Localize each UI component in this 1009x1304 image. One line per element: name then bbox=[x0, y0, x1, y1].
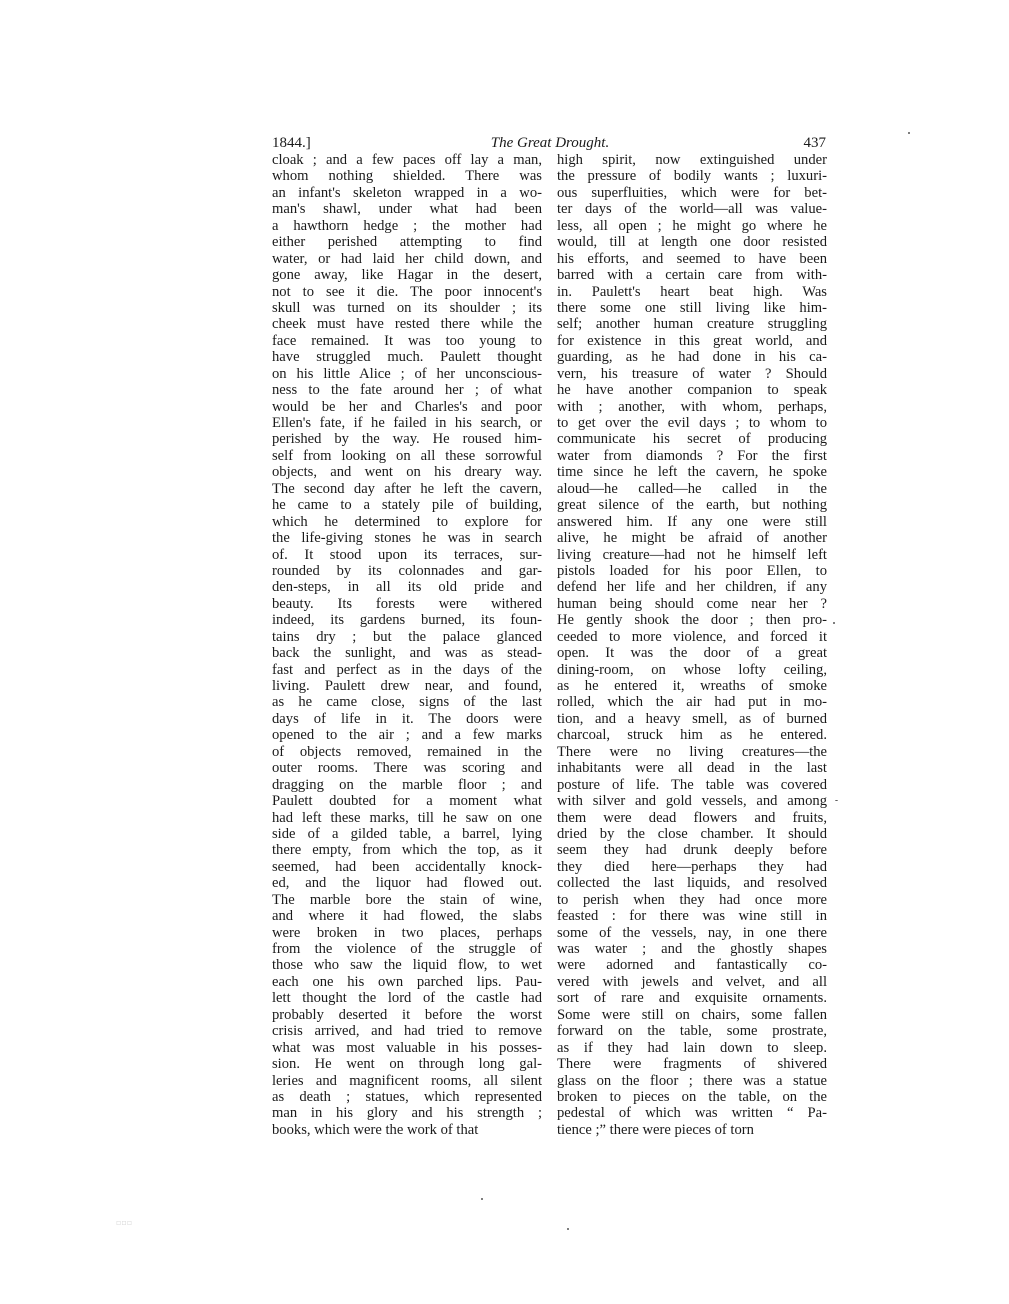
right-column-line: were adorned and fantastically co- bbox=[557, 957, 827, 974]
right-column-line: pistols loaded for his poor Ellen, to bbox=[557, 562, 827, 579]
right-column-line: them were dead flowers and fruits, bbox=[557, 809, 827, 826]
right-column-line: forward on the table, some prostrate, bbox=[557, 1023, 827, 1040]
left-column-line: there empty, from which the top, as it bbox=[272, 842, 542, 859]
right-column-line: to perish when they had once more bbox=[557, 891, 827, 908]
left-column-line: cloak ; and a few paces off lay a man, bbox=[272, 152, 542, 168]
left-column-line: probably deserted it before the worst bbox=[272, 1006, 542, 1023]
left-column-line: he came to a stately pile of building, bbox=[272, 497, 542, 514]
ink-speck bbox=[833, 622, 835, 624]
ink-speck bbox=[481, 1198, 483, 1200]
right-column-line: as he entered it, wreaths of smoke bbox=[557, 678, 827, 694]
right-column-line: self; another human creature struggling bbox=[557, 316, 827, 333]
left-column-line: back the sunlight, and was as stead- bbox=[272, 645, 542, 662]
left-column-line: self from looking on all these sorrowful bbox=[272, 447, 542, 464]
left-column-line: ness to the fate around her ; of what bbox=[272, 382, 542, 399]
right-column-line: ceeded to more violence, and forced it bbox=[557, 628, 827, 645]
right-column-line: broken to pieces on the table, on the bbox=[557, 1088, 827, 1105]
left-column-line: and where it had flowed, the slabs bbox=[272, 908, 542, 925]
right-column-line: defend her life and her children, if any bbox=[557, 579, 827, 596]
left-column-line: whom nothing shielded. There was bbox=[272, 168, 542, 185]
left-column-line: leries and magnificent rooms, all silent bbox=[272, 1072, 542, 1089]
right-column-line: seem they had drunk deeply before bbox=[557, 842, 827, 859]
left-column-line: those who saw the liquid flow, to wet bbox=[272, 957, 542, 974]
left-column-line: living. Paulett drew near, and found, bbox=[272, 678, 542, 694]
right-column-line: to get over the evil days ; to whom to bbox=[557, 415, 827, 431]
right-column-line: dried by the close chamber. It should bbox=[557, 825, 827, 842]
left-column-line: ed, and the liquor had flowed out. bbox=[272, 875, 542, 892]
left-column-line: cheek must have rested there while the bbox=[272, 316, 542, 333]
right-column-line: ous superfluities, which were for bet- bbox=[557, 184, 827, 201]
right-column-line: There were fragments of shivered bbox=[557, 1056, 827, 1073]
left-column-line: as he came close, signs of the last bbox=[272, 694, 542, 711]
right-column-line: open. It was the door of a great bbox=[557, 645, 827, 662]
left-column-line: as death ; statues, which represented bbox=[272, 1088, 542, 1105]
faint-mark: ▫▫▫ bbox=[116, 1218, 133, 1227]
left-column-line: The second day after he left the cavern, bbox=[272, 480, 542, 497]
left-column-line: water, or had laid her child down, and bbox=[272, 250, 542, 267]
left-column-line: fast and perfect as in the days of the bbox=[272, 661, 542, 678]
left-column-line: tains dry ; but the palace glanced bbox=[272, 628, 542, 645]
right-column-line: human being should come near her ? bbox=[557, 595, 827, 612]
left-column-line: The marble bore the stain of wine, bbox=[272, 891, 542, 908]
left-column-line: either perished attempting to find bbox=[272, 234, 542, 251]
right-column-line: ter days of the world—all was value- bbox=[557, 201, 827, 218]
right-column-line: barred with a certain care from with- bbox=[557, 267, 827, 284]
left-column-line: gone away, like Hagar in the desert, bbox=[272, 267, 542, 284]
right-column-line: time since he left the cavern, he spoke bbox=[557, 464, 827, 481]
left-column-line: from the violence of the struggle of bbox=[272, 941, 542, 957]
right-column-line: there some one still living like him- bbox=[557, 299, 827, 316]
left-column-line: a hawthorn hedge ; the mother had bbox=[272, 217, 542, 234]
right-column-line: aloud—he called—he called in the bbox=[557, 480, 827, 497]
right-column-line: rolled, which the air had put in mo- bbox=[557, 694, 827, 711]
right-column-line: would, till at length one door resisted bbox=[557, 234, 827, 251]
left-column-line: side of a gilded table, a barrel, lying bbox=[272, 825, 542, 842]
left-column-line: lett thought the lord of the castle had bbox=[272, 990, 542, 1007]
right-column-line: his efforts, and seemed to have been bbox=[557, 250, 827, 267]
right-column-line: was water ; and the ghostly shapes bbox=[557, 941, 827, 957]
left-column-line: rounded by its colonnades and gar- bbox=[272, 562, 542, 579]
right-column-line: less, all open ; he might go where he bbox=[557, 217, 827, 234]
left-column-line: not to see it die. The poor innocent's bbox=[272, 283, 542, 300]
left-column-line: outer rooms. There was scoring and bbox=[272, 760, 542, 777]
left-column bbox=[272, 152, 542, 1138]
left-column-line: crisis arrived, and had tried to remove bbox=[272, 1023, 542, 1040]
right-column-line: charcoal, struck him as he entered. bbox=[557, 727, 827, 744]
page-number: 437 bbox=[803, 135, 826, 151]
left-column-line: Paulett doubted for a moment what bbox=[272, 793, 542, 810]
left-column-line: had left these marks, till he saw on one bbox=[272, 809, 542, 826]
right-column-line: with ; another, with whom, perhaps, bbox=[557, 398, 827, 415]
right-column-line: inhabitants were all dead in the last bbox=[557, 760, 827, 777]
right-column-line: vered with jewels and velvet, and all bbox=[557, 973, 827, 990]
right-column-line: dining-room, on whose lofty ceiling, bbox=[557, 661, 827, 678]
right-column-line: He gently shook the door ; then pro- bbox=[557, 612, 827, 629]
ink-speck bbox=[908, 132, 910, 134]
left-column-line: Ellen's fate, if he failed in his search, or bbox=[272, 415, 542, 431]
header-title: The Great Drought. bbox=[490, 135, 610, 151]
right-column-line: water from diamonds ? For the first bbox=[557, 447, 827, 464]
left-column-line: each one his own parched lips. Pau- bbox=[272, 973, 542, 990]
right-column-line: as if they had lain down to sleep. bbox=[557, 1039, 827, 1056]
left-column-line: dragging on the marble floor ; and bbox=[272, 776, 542, 793]
left-column-line: would be her and Charles's and poor bbox=[272, 398, 542, 415]
right-column-line: high spirit, now extinguished under bbox=[557, 152, 827, 168]
header-year: 1844.] bbox=[272, 135, 311, 151]
right-column-line: living creature—had not he himself left bbox=[557, 546, 827, 563]
right-column-line: in. Paulett's heart beat high. Was bbox=[557, 283, 827, 300]
left-column-line: den-steps, in all its old pride and bbox=[272, 579, 542, 596]
right-column-line: they died here—perhaps they had bbox=[557, 858, 827, 875]
left-column-line: which he determined to explore for bbox=[272, 513, 542, 530]
left-column-line: days of life in it. The doors were bbox=[272, 710, 542, 727]
left-column-line: indeed, its gardens burned, its foun- bbox=[272, 612, 542, 629]
running-head bbox=[272, 132, 828, 154]
left-column-line: of. It stood upon its terraces, sur- bbox=[272, 546, 542, 563]
right-column-line: tion, and a heavy smell, as of burned bbox=[557, 710, 827, 727]
left-column-line: books, which were the work of that bbox=[272, 1121, 479, 1138]
right-column-line: with silver and gold vessels, and among bbox=[557, 793, 827, 810]
right-column-line: for existence in this great world, and bbox=[557, 332, 827, 349]
left-column-line: objects, and went on his dreary way. bbox=[272, 464, 542, 481]
right-column-line: feasted : for there was wine still in bbox=[557, 908, 827, 925]
left-column-line: on his little Alice ; of her unconscious- bbox=[272, 365, 542, 382]
left-column-line: face remained. It was too young to bbox=[272, 332, 542, 349]
left-column-line: perished by the way. He roused him- bbox=[272, 431, 542, 448]
left-column-line: an infant's skeleton wrapped in a wo- bbox=[272, 184, 542, 201]
left-column-line: sion. He went on through long gal- bbox=[272, 1056, 542, 1073]
right-column-line: pedestal of which was written “ Pa- bbox=[557, 1105, 827, 1122]
right-column-line: some of the vessels, nay, in one there bbox=[557, 924, 827, 941]
ink-speck bbox=[567, 1228, 569, 1230]
right-column-line: he have another companion to speak bbox=[557, 382, 827, 399]
left-column-line: the life-giving stones he was in search bbox=[272, 530, 542, 547]
right-column-line: guarding, as he had done in his ca- bbox=[557, 349, 827, 366]
right-column-line: answered him. If any one were still bbox=[557, 513, 827, 530]
right-column-line: the pressure of bodily wants ; luxuri- bbox=[557, 168, 827, 185]
right-column bbox=[557, 152, 827, 1138]
ink-speck bbox=[835, 800, 838, 801]
left-column-line: opened to the air ; and a few marks bbox=[272, 727, 542, 744]
right-column-line: There were no living creatures—the bbox=[557, 743, 827, 760]
right-column-line: sort of rare and exquisite ornaments. bbox=[557, 990, 827, 1007]
right-column-line: collected the last liquids, and resolved bbox=[557, 875, 827, 892]
left-column-line: skull was turned on its shoulder ; its bbox=[272, 299, 542, 316]
left-column-line: man in his glory and his strength ; bbox=[272, 1105, 542, 1122]
right-column-line: posture of life. The table was covered bbox=[557, 776, 827, 793]
left-column-line: beauty. Its forests were withered bbox=[272, 595, 542, 612]
book-page bbox=[272, 132, 828, 1138]
right-column-line: tience ;” there were pieces of torn bbox=[557, 1121, 754, 1138]
right-column-line: vern, his treasure of water ? Should bbox=[557, 365, 827, 382]
right-column-line: alive, he might be afraid of another bbox=[557, 530, 827, 547]
left-column-line: seemed, had been accidentally knock- bbox=[272, 858, 542, 875]
left-column-line: of objects removed, remained in the bbox=[272, 743, 542, 760]
left-column-line: have struggled much. Paulett thought bbox=[272, 349, 542, 366]
left-column-line: what was most valuable in his posses- bbox=[272, 1039, 542, 1056]
right-column-line: Some were still on chairs, some fallen bbox=[557, 1006, 827, 1023]
left-column-line: were broken in two places, perhaps bbox=[272, 924, 542, 941]
right-column-line: great silence of the earth, but nothing bbox=[557, 497, 827, 514]
right-column-line: glass on the floor ; there was a statue bbox=[557, 1072, 827, 1089]
left-column-line: man's shawl, under what had been bbox=[272, 201, 542, 218]
right-column-line: communicate his secret of producing bbox=[557, 431, 827, 448]
